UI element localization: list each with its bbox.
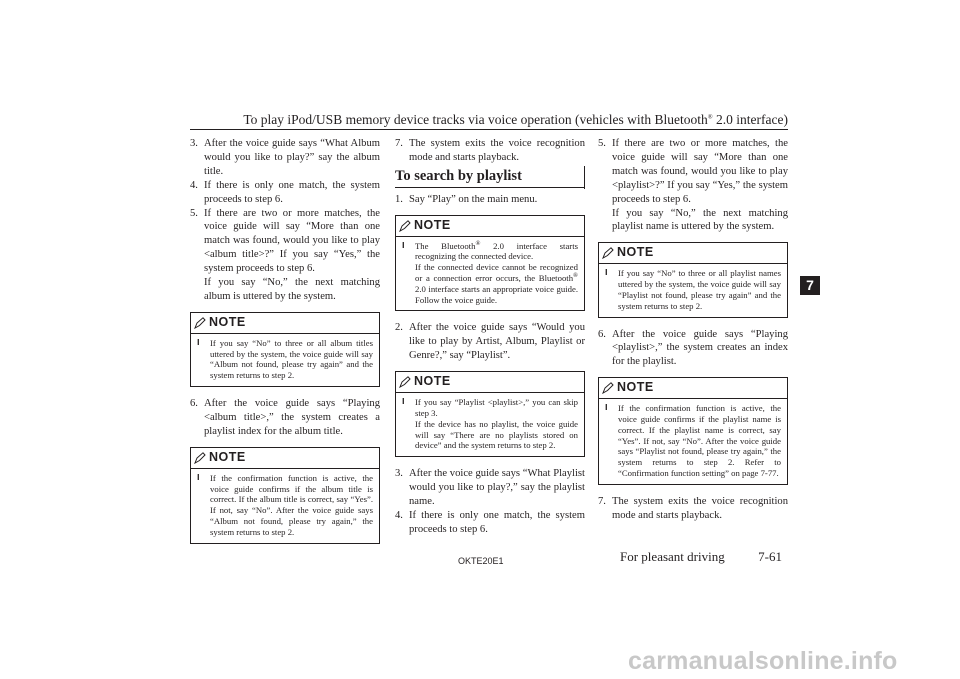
document-code: OKTE20E1 xyxy=(458,556,504,566)
note-title: NOTE xyxy=(617,245,654,260)
step-5: 5. If there are two or more matches, the voice guide will say “More than one match was found, would you like to play <playlist>?” If you say “Yes,” the system proceeds to step 6. xyxy=(598,138,788,205)
note-icon xyxy=(399,376,411,388)
step-6: 6. After the voice guide says “Playing <album title>,” the system creates a playlist index for the album title. xyxy=(190,398,380,437)
note-icon xyxy=(602,382,614,394)
step-7: 7. The system exits the voice recognition mode and starts playback. xyxy=(598,495,788,521)
page-number: 7-61 xyxy=(758,549,782,564)
bullet-icon: l xyxy=(402,397,405,407)
note-title: NOTE xyxy=(209,449,246,464)
bullet-icon: l xyxy=(197,472,200,482)
section-heading: To search by playlist xyxy=(395,170,585,188)
step-6: 6. After the voice guide says “Playing <playlist>,” the system creates an index for the playlist. xyxy=(598,328,788,368)
step-5-continued: If you say “No,” the next matching album is uttered by the system. xyxy=(204,277,380,302)
note-box: NOTE l If the confirmation function is active, the voice guide confirms if the playlist name is correct. If the playlist name is correct, say “Yes”. If not, say “No”. After the voice guide says “Playlist not found, please try again,” the system returns to step 2. Refer to “Confirmation function setting” on page 7-77. xyxy=(598,377,788,485)
column-1 xyxy=(190,137,380,554)
note-icon xyxy=(602,247,614,259)
page-header: To play iPod/USB memory device tracks via voice operation (vehicles with Bluetooth® 2.0 interface) xyxy=(243,112,788,127)
note-box: NOTE l If you say “Playlist <playlist>,” you can skip step 3. If the device has no playlist, the voice guide will say “There are no playlists stored on device” and the system returns to step 2. xyxy=(395,371,585,457)
note-box: NOTE l If you say “No” to three or all album titles uttered by the system, the voice guide will say “Album not found, please try again” and the system returns to step 2. xyxy=(190,312,380,387)
chapter-tab: 7 xyxy=(800,276,820,295)
column-3 xyxy=(598,137,788,523)
note-title: NOTE xyxy=(414,217,451,232)
note-box: NOTE l If you say “No” to three or all playlist names uttered by the system, the voice guide will say “Playlist not found, please try again” and the system returns to step 2. xyxy=(598,242,788,317)
step-3: 3. After the voice guide says “What Album would you like to play?” say the album title. xyxy=(190,138,380,177)
note-title: NOTE xyxy=(414,374,451,389)
bullet-icon: l xyxy=(605,403,608,413)
step-4: 4. If there is only one match, the system proceeds to step 6. xyxy=(395,509,585,535)
watermark: carmanualsonline.info xyxy=(628,647,898,675)
note-box: NOTE l If the confirmation function is active, the voice guide confirms if the album title is correct. If the album title is correct, say “Yes”. If not, say “No”. After the voice guide says “Album not found, please try again,” the system returns to step 2. xyxy=(190,447,380,544)
bullet-icon: l xyxy=(402,240,405,250)
footer-section: For pleasant driving xyxy=(620,549,725,564)
step-7: 7. The system exits the voice recognition mode and starts playback. xyxy=(395,138,585,163)
step-4: 4. If there is only one match, the system proceeds to step 6. xyxy=(190,179,380,205)
step-2: 2. After the voice guide says “Would you like to play by Artist, Album, Playlist or Genre?,” say “Playlist”. xyxy=(395,322,585,362)
header-rule xyxy=(190,129,788,130)
bullet-icon: l xyxy=(197,337,200,347)
step-1: 1. Say “Play” on the main menu. xyxy=(395,193,538,205)
column-2 xyxy=(395,137,585,537)
bullet-icon: l xyxy=(605,268,608,278)
note-title: NOTE xyxy=(209,314,246,329)
step-3: 3. After the voice guide says “What Playlist would you like to play?,” say the playlist name. xyxy=(395,468,585,507)
note-box: NOTE l The Bluetooth® 2.0 interface starts recognizing the connected device. If the connected device cannot be recognized or a connection error occurs, the Bluetooth® 2.0 interface starts an appropriate voice guide. Follow the voice guide. xyxy=(395,215,585,312)
note-icon xyxy=(399,220,411,232)
step-5: 5. If there are two or more matches, the voice guide will say “More than one match was found, would you like to play <album title>?” If you say “Yes,” the system proceeds to step 6. xyxy=(190,207,380,275)
note-icon xyxy=(194,317,206,329)
note-icon xyxy=(194,452,206,464)
step-5-continued: If you say “No,” the next matching playlist name is uttered by the system. xyxy=(612,207,788,233)
note-title: NOTE xyxy=(617,380,654,395)
page-footer xyxy=(620,549,782,565)
